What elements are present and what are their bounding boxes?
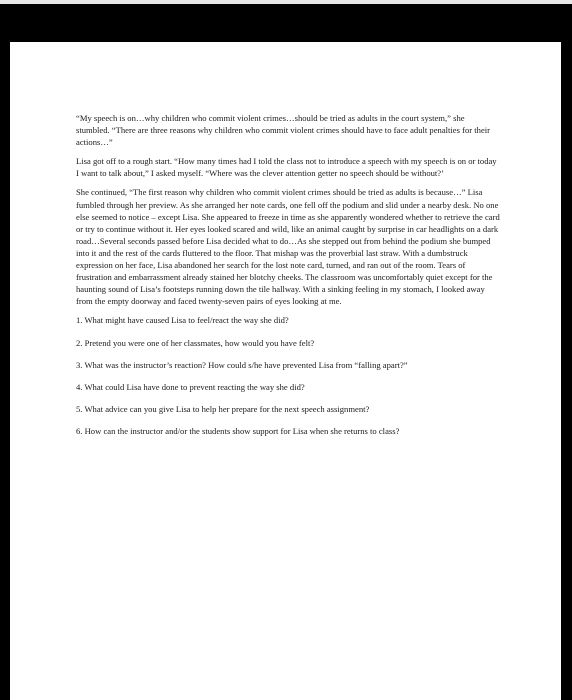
question-6: 6. How can the instructor and/or the students show support for Lisa when she returns to class? xyxy=(76,425,400,436)
paragraph-speech-opening: “My speech is on…why children who commit violent crimes…should be tried as adults in the court system,” she stumbled. “There are three reasons why children who commit violent crimes should have to face adult penalties for their actions…” xyxy=(76,113,491,148)
paragraph-rough-start: Lisa got off to a rough start. “How many times had I told the class not to introduce a speech with my speech is on or today I want to talk about,” I asked myself. “Where was the clever attention getter no speech should be without?’ xyxy=(76,156,497,179)
paragraph-note-cards: She continued, “The first reason why children who commit violent crimes should be tried as adults is because…” Lisa fumbled through her preview. As she arranged her note cards, one fell off the podium and slid under a nearby desk. No one else seemed to notice – except Lisa. She appeared to freeze in time as she apparently wondered whether to retrieve the card or try to continue without it. Her eyes looked scared and wild, like an animal caught by surprise in car headlights on a dark road…Several seconds passed before Lisa decided what to do…As she stepped out from behind the podium she bumped into it and the rest of the cards fluttered to the floor. That mishap was the proverbial last straw. With a dumbstruck expression on her face, Lisa abandoned her search for the lost note card, turned, and ran out of the room. Tears of frustration and embarrassment already stained her blotchy cheeks. The classroom was uncomfortably quiet except for the haunting sound of Lisa’s footsteps running down the tile hallway. With a sinking feeling in my stomach, I looked away from the empty doorway and faced twenty-seven pairs of eyes looking at me. xyxy=(76,187,500,307)
document-page xyxy=(10,42,561,700)
question-2: 2. Pretend you were one of her classmates, how would you have felt? xyxy=(76,337,315,348)
question-1: 1. What might have caused Lisa to feel/react the way she did? xyxy=(76,315,289,326)
question-3: 3. What was the instructor’s reaction? How could s/he have prevented Lisa from “falling apart?” xyxy=(76,359,408,370)
document-body xyxy=(76,112,500,447)
question-4: 4. What could Lisa have done to prevent reacting the way she did? xyxy=(76,381,305,392)
window-top-edge xyxy=(0,0,572,4)
question-5: 5. What advice can you give Lisa to help her prepare for the next speech assignment? xyxy=(76,403,370,414)
